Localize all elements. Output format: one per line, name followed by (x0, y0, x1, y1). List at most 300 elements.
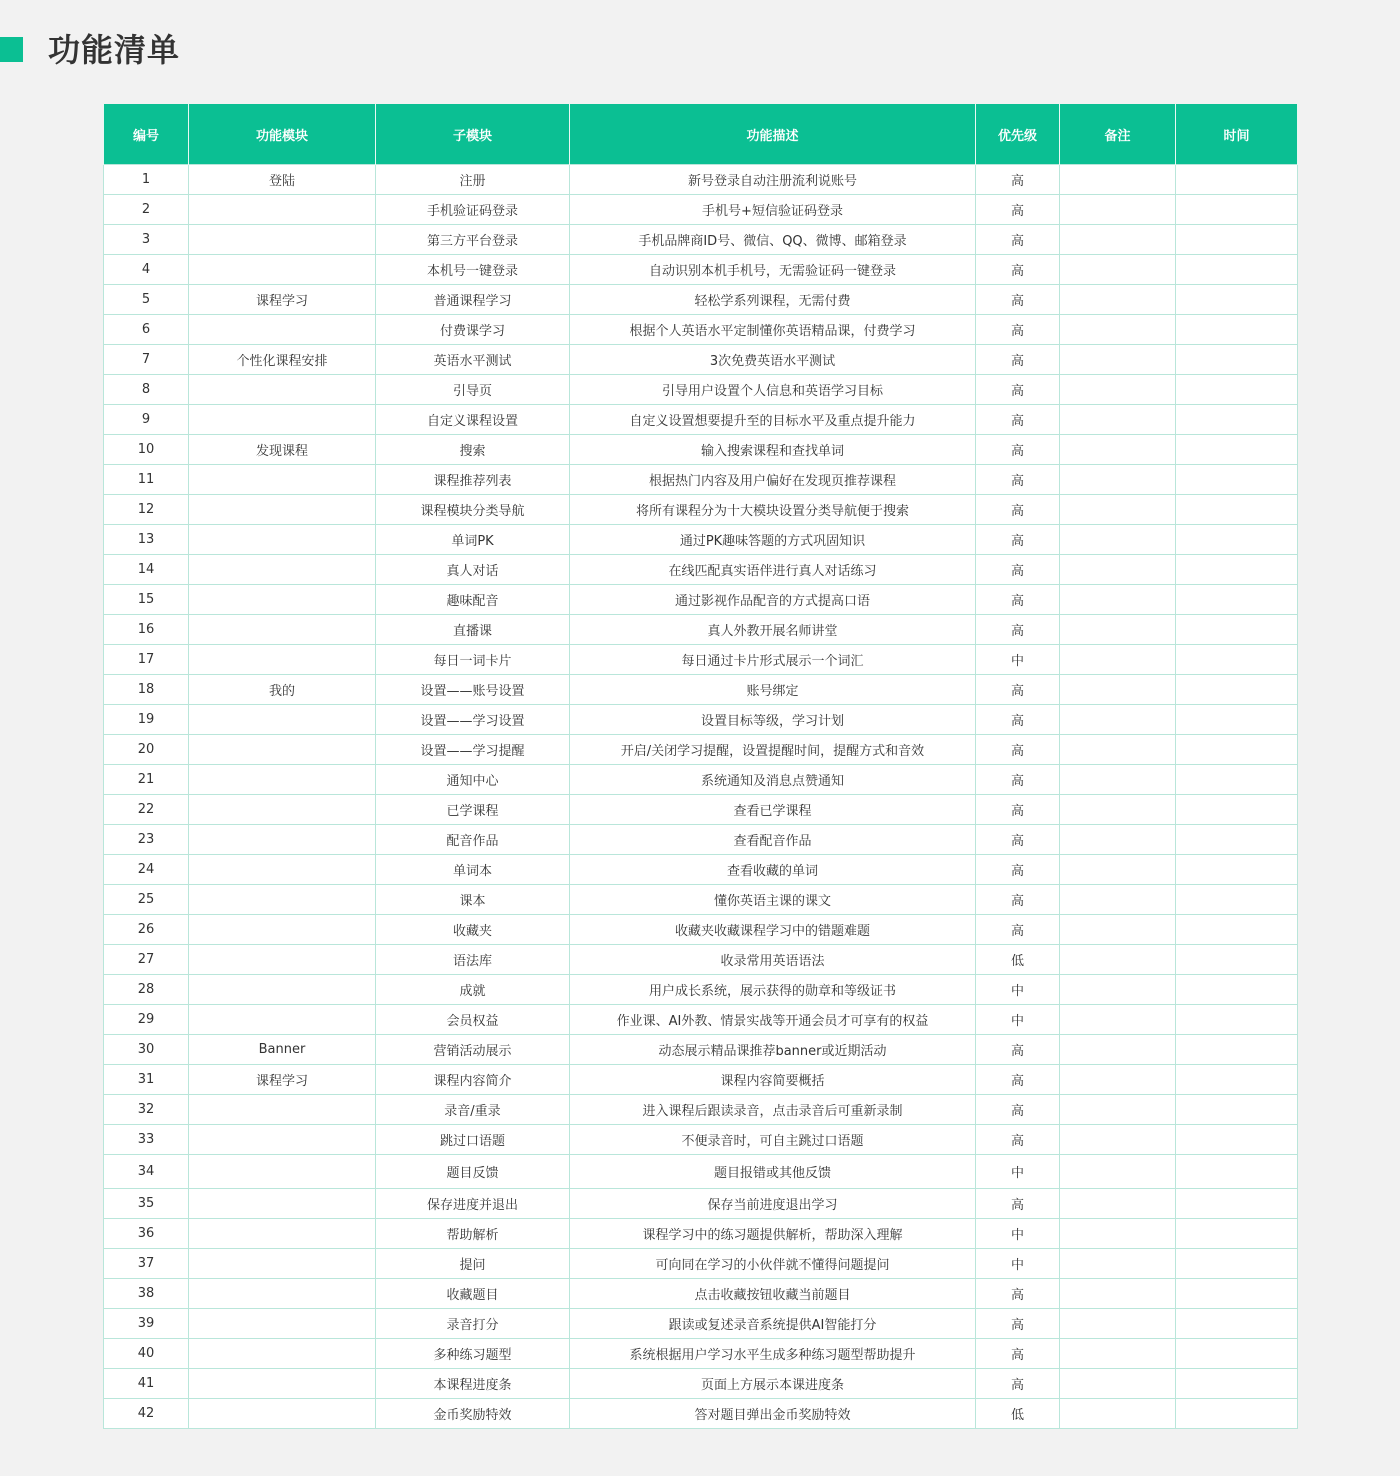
cell-time (1176, 225, 1298, 255)
cell-description: 收录常用英语语法 (570, 945, 976, 975)
table-row (104, 555, 1298, 585)
header-time: 时间 (1176, 104, 1298, 165)
cell-note (1060, 1095, 1176, 1125)
cell-module (189, 825, 376, 855)
cell-submodule: 课本 (376, 885, 570, 915)
cell-id: 12 (104, 495, 189, 525)
cell-time (1176, 765, 1298, 795)
cell-id: 13 (104, 525, 189, 555)
cell-note (1060, 195, 1176, 225)
cell-priority: 高 (976, 735, 1060, 765)
cell-module (189, 1369, 376, 1399)
cell-id: 27 (104, 945, 189, 975)
cell-note (1060, 735, 1176, 765)
cell-description: 真人外教开展名师讲堂 (570, 615, 976, 645)
cell-submodule: 直播课 (376, 615, 570, 645)
cell-description: 用户成长系统，展示获得的勋章和等级证书 (570, 975, 976, 1005)
cell-priority: 高 (976, 1095, 1060, 1125)
cell-time (1176, 885, 1298, 915)
cell-id: 32 (104, 1095, 189, 1125)
cell-module: 我的 (189, 675, 376, 705)
table-row (104, 435, 1298, 465)
cell-module (189, 495, 376, 525)
cell-submodule: 付费课学习 (376, 315, 570, 345)
table-row (104, 285, 1298, 315)
table-row (104, 735, 1298, 765)
cell-priority: 高 (976, 1189, 1060, 1219)
cell-time (1176, 945, 1298, 975)
cell-id: 41 (104, 1369, 189, 1399)
cell-module (189, 885, 376, 915)
cell-description: 手机号+短信验证码登录 (570, 195, 976, 225)
cell-priority: 中 (976, 975, 1060, 1005)
cell-note (1060, 1065, 1176, 1095)
cell-priority: 高 (976, 795, 1060, 825)
cell-note (1060, 1189, 1176, 1219)
page-title: 功能清单 (48, 31, 181, 69)
cell-module (189, 405, 376, 435)
cell-id: 9 (104, 405, 189, 435)
cell-time (1176, 315, 1298, 345)
cell-time (1176, 195, 1298, 225)
cell-time (1176, 1005, 1298, 1035)
header-description: 功能描述 (570, 104, 976, 165)
cell-submodule: 跳过口语题 (376, 1125, 570, 1155)
cell-submodule: 趣味配音 (376, 585, 570, 615)
table-row (104, 705, 1298, 735)
title-accent-bar (0, 37, 23, 62)
cell-id: 23 (104, 825, 189, 855)
cell-submodule: 注册 (376, 165, 570, 195)
cell-submodule: 本机号一键登录 (376, 255, 570, 285)
cell-priority: 中 (976, 1005, 1060, 1035)
cell-module (189, 1399, 376, 1429)
cell-note (1060, 525, 1176, 555)
cell-submodule: 会员权益 (376, 1005, 570, 1035)
table-row (104, 1309, 1298, 1339)
cell-description: 新号登录自动注册流利说账号 (570, 165, 976, 195)
table-row (104, 525, 1298, 555)
cell-priority: 高 (976, 525, 1060, 555)
cell-note (1060, 1279, 1176, 1309)
cell-time (1176, 1035, 1298, 1065)
cell-id: 26 (104, 915, 189, 945)
cell-note (1060, 795, 1176, 825)
table-row (104, 885, 1298, 915)
cell-priority: 高 (976, 765, 1060, 795)
table-row (104, 465, 1298, 495)
cell-note (1060, 405, 1176, 435)
cell-submodule: 英语水平测试 (376, 345, 570, 375)
cell-id: 16 (104, 615, 189, 645)
cell-note (1060, 375, 1176, 405)
table-row (104, 675, 1298, 705)
header-priority: 优先级 (976, 104, 1060, 165)
cell-description: 动态展示精品课推荐banner或近期活动 (570, 1035, 976, 1065)
cell-submodule: 手机验证码登录 (376, 195, 570, 225)
cell-description: 跟读或复述录音系统提供AI智能打分 (570, 1309, 976, 1339)
table-body (104, 165, 1298, 1429)
cell-priority: 高 (976, 195, 1060, 225)
cell-module (189, 1339, 376, 1369)
table-row (104, 165, 1298, 195)
cell-submodule: 引导页 (376, 375, 570, 405)
cell-id: 21 (104, 765, 189, 795)
cell-id: 11 (104, 465, 189, 495)
cell-module (189, 555, 376, 585)
cell-note (1060, 225, 1176, 255)
table-row (104, 795, 1298, 825)
cell-id: 30 (104, 1035, 189, 1065)
cell-submodule: 单词本 (376, 855, 570, 885)
cell-priority: 中 (976, 1249, 1060, 1279)
table-row (104, 1219, 1298, 1249)
cell-time (1176, 1065, 1298, 1095)
header-submodule: 子模块 (376, 104, 570, 165)
cell-id: 22 (104, 795, 189, 825)
cell-priority: 高 (976, 885, 1060, 915)
cell-description: 账号绑定 (570, 675, 976, 705)
cell-time (1176, 1339, 1298, 1369)
cell-description: 答对题目弹出金币奖励特效 (570, 1399, 976, 1429)
cell-priority: 高 (976, 675, 1060, 705)
cell-module (189, 1219, 376, 1249)
cell-description: 系统根据用户学习水平生成多种练习题型帮助提升 (570, 1339, 976, 1369)
cell-note (1060, 255, 1176, 285)
table-row (104, 765, 1298, 795)
cell-note (1060, 465, 1176, 495)
cell-id: 38 (104, 1279, 189, 1309)
cell-note (1060, 615, 1176, 645)
cell-module (189, 1125, 376, 1155)
cell-submodule: 设置——账号设置 (376, 675, 570, 705)
header-note: 备注 (1060, 104, 1176, 165)
cell-module (189, 195, 376, 225)
cell-time (1176, 1155, 1298, 1189)
cell-description: 将所有课程分为十大模块设置分类导航便于搜索 (570, 495, 976, 525)
cell-id: 10 (104, 435, 189, 465)
cell-time (1176, 615, 1298, 645)
cell-time (1176, 1095, 1298, 1125)
table-header-row (104, 104, 1298, 165)
cell-description: 通过影视作品配音的方式提高口语 (570, 585, 976, 615)
cell-id: 35 (104, 1189, 189, 1219)
table-row (104, 1399, 1298, 1429)
cell-priority: 低 (976, 1399, 1060, 1429)
cell-module: 个性化课程安排 (189, 345, 376, 375)
cell-priority: 高 (976, 285, 1060, 315)
cell-priority: 高 (976, 255, 1060, 285)
cell-submodule: 单词PK (376, 525, 570, 555)
cell-note (1060, 945, 1176, 975)
cell-note (1060, 555, 1176, 585)
cell-time (1176, 1369, 1298, 1399)
cell-submodule: 本课程进度条 (376, 1369, 570, 1399)
cell-submodule: 第三方平台登录 (376, 225, 570, 255)
cell-priority: 高 (976, 1065, 1060, 1095)
cell-module (189, 975, 376, 1005)
cell-time (1176, 555, 1298, 585)
table-row (104, 855, 1298, 885)
cell-submodule: 课程推荐列表 (376, 465, 570, 495)
cell-module (189, 1309, 376, 1339)
feature-table (103, 104, 1298, 1429)
table-row (104, 1249, 1298, 1279)
cell-submodule: 课程内容简介 (376, 1065, 570, 1095)
cell-id: 24 (104, 855, 189, 885)
cell-time (1176, 165, 1298, 195)
cell-description: 根据热门内容及用户偏好在发现页推荐课程 (570, 465, 976, 495)
cell-priority: 高 (976, 165, 1060, 195)
cell-note (1060, 495, 1176, 525)
cell-note (1060, 585, 1176, 615)
cell-id: 5 (104, 285, 189, 315)
cell-priority: 高 (976, 615, 1060, 645)
cell-priority: 高 (976, 1279, 1060, 1309)
cell-module: Banner (189, 1035, 376, 1065)
cell-time (1176, 855, 1298, 885)
cell-note (1060, 885, 1176, 915)
cell-submodule: 金币奖励特效 (376, 1399, 570, 1429)
cell-module: 登陆 (189, 165, 376, 195)
cell-time (1176, 675, 1298, 705)
table-row (104, 825, 1298, 855)
cell-priority: 高 (976, 555, 1060, 585)
cell-time (1176, 525, 1298, 555)
cell-submodule: 自定义课程设置 (376, 405, 570, 435)
cell-module (189, 615, 376, 645)
cell-description: 懂你英语主课的课文 (570, 885, 976, 915)
cell-id: 37 (104, 1249, 189, 1279)
cell-priority: 高 (976, 1369, 1060, 1399)
cell-priority: 高 (976, 315, 1060, 345)
cell-time (1176, 435, 1298, 465)
cell-time (1176, 495, 1298, 525)
cell-description: 自动识别本机手机号，无需验证码一键登录 (570, 255, 976, 285)
cell-id: 14 (104, 555, 189, 585)
table-row (104, 195, 1298, 225)
cell-note (1060, 1309, 1176, 1339)
cell-description: 查看已学课程 (570, 795, 976, 825)
cell-id: 18 (104, 675, 189, 705)
cell-module: 课程学习 (189, 1065, 376, 1095)
cell-submodule: 营销活动展示 (376, 1035, 570, 1065)
cell-module (189, 525, 376, 555)
cell-priority: 高 (976, 375, 1060, 405)
cell-note (1060, 675, 1176, 705)
table-row (104, 1155, 1298, 1189)
cell-submodule: 真人对话 (376, 555, 570, 585)
cell-note (1060, 435, 1176, 465)
table-row (104, 585, 1298, 615)
cell-priority: 高 (976, 1125, 1060, 1155)
cell-note (1060, 915, 1176, 945)
table-row (104, 915, 1298, 945)
cell-submodule: 搜索 (376, 435, 570, 465)
cell-description: 输入搜索课程和查找单词 (570, 435, 976, 465)
cell-time (1176, 915, 1298, 945)
cell-id: 17 (104, 645, 189, 675)
cell-id: 2 (104, 195, 189, 225)
cell-note (1060, 315, 1176, 345)
cell-note (1060, 1339, 1176, 1369)
cell-description: 通过PK趣味答题的方式巩固知识 (570, 525, 976, 555)
cell-module (189, 1249, 376, 1279)
cell-id: 19 (104, 705, 189, 735)
cell-priority: 高 (976, 855, 1060, 885)
cell-module (189, 1005, 376, 1035)
cell-id: 15 (104, 585, 189, 615)
cell-time (1176, 405, 1298, 435)
cell-description: 课程内容简要概括 (570, 1065, 976, 1095)
cell-module (189, 1279, 376, 1309)
cell-description: 根据个人英语水平定制懂你英语精品课，付费学习 (570, 315, 976, 345)
cell-description: 收藏夹收藏课程学习中的错题难题 (570, 915, 976, 945)
cell-id: 28 (104, 975, 189, 1005)
cell-description: 每日通过卡片形式展示一个词汇 (570, 645, 976, 675)
cell-description: 3次免费英语水平测试 (570, 345, 976, 375)
cell-module (189, 945, 376, 975)
cell-id: 31 (104, 1065, 189, 1095)
cell-time (1176, 1125, 1298, 1155)
cell-submodule: 录音打分 (376, 1309, 570, 1339)
table-row (104, 615, 1298, 645)
cell-description: 保存当前进度退出学习 (570, 1189, 976, 1219)
cell-time (1176, 645, 1298, 675)
cell-id: 20 (104, 735, 189, 765)
cell-submodule: 录音/重录 (376, 1095, 570, 1125)
cell-priority: 高 (976, 1339, 1060, 1369)
cell-description: 设置目标等级，学习计划 (570, 705, 976, 735)
cell-note (1060, 765, 1176, 795)
cell-priority: 高 (976, 465, 1060, 495)
cell-priority: 高 (976, 435, 1060, 465)
cell-module (189, 795, 376, 825)
cell-module (189, 645, 376, 675)
cell-note (1060, 1399, 1176, 1429)
cell-time (1176, 255, 1298, 285)
header-id: 编号 (104, 104, 189, 165)
cell-submodule: 收藏夹 (376, 915, 570, 945)
cell-note (1060, 855, 1176, 885)
table-row (104, 225, 1298, 255)
table-row (104, 1125, 1298, 1155)
table-row (104, 1065, 1298, 1095)
cell-module (189, 375, 376, 405)
cell-note (1060, 1005, 1176, 1035)
cell-id: 36 (104, 1219, 189, 1249)
cell-submodule: 题目反馈 (376, 1155, 570, 1189)
cell-description: 查看收藏的单词 (570, 855, 976, 885)
cell-description: 题目报错或其他反馈 (570, 1155, 976, 1189)
table-row (104, 975, 1298, 1005)
cell-submodule: 成就 (376, 975, 570, 1005)
table-row (104, 1095, 1298, 1125)
cell-note (1060, 1369, 1176, 1399)
cell-submodule: 课程模块分类导航 (376, 495, 570, 525)
cell-time (1176, 285, 1298, 315)
table-row (104, 375, 1298, 405)
cell-id: 3 (104, 225, 189, 255)
cell-priority: 高 (976, 1309, 1060, 1339)
cell-module (189, 915, 376, 945)
cell-id: 34 (104, 1155, 189, 1189)
cell-note (1060, 645, 1176, 675)
cell-note (1060, 1125, 1176, 1155)
table-row (104, 645, 1298, 675)
cell-description: 引导用户设置个人信息和英语学习目标 (570, 375, 976, 405)
cell-time (1176, 1219, 1298, 1249)
cell-submodule: 设置——学习提醒 (376, 735, 570, 765)
cell-note (1060, 1219, 1176, 1249)
cell-submodule: 语法库 (376, 945, 570, 975)
cell-priority: 高 (976, 225, 1060, 255)
cell-submodule: 通知中心 (376, 765, 570, 795)
cell-id: 6 (104, 315, 189, 345)
cell-module (189, 225, 376, 255)
cell-priority: 高 (976, 825, 1060, 855)
cell-module (189, 1189, 376, 1219)
cell-note (1060, 975, 1176, 1005)
cell-id: 40 (104, 1339, 189, 1369)
cell-time (1176, 1309, 1298, 1339)
cell-module (189, 855, 376, 885)
cell-time (1176, 1249, 1298, 1279)
cell-note (1060, 1249, 1176, 1279)
cell-module (189, 1155, 376, 1189)
cell-description: 在线匹配真实语伴进行真人对话练习 (570, 555, 976, 585)
cell-description: 页面上方展示本课进度条 (570, 1369, 976, 1399)
cell-description: 自定义设置想要提升至的目标水平及重点提升能力 (570, 405, 976, 435)
cell-description: 系统通知及消息点赞通知 (570, 765, 976, 795)
cell-submodule: 收藏题目 (376, 1279, 570, 1309)
table-row (104, 495, 1298, 525)
cell-priority: 高 (976, 495, 1060, 525)
cell-module: 发现课程 (189, 435, 376, 465)
cell-time (1176, 825, 1298, 855)
cell-note (1060, 825, 1176, 855)
cell-submodule: 设置——学习设置 (376, 705, 570, 735)
cell-module (189, 1095, 376, 1125)
cell-priority: 高 (976, 705, 1060, 735)
header-module: 功能模块 (189, 104, 376, 165)
cell-time (1176, 345, 1298, 375)
cell-note (1060, 1155, 1176, 1189)
cell-time (1176, 735, 1298, 765)
cell-submodule: 帮助解析 (376, 1219, 570, 1249)
cell-id: 39 (104, 1309, 189, 1339)
cell-note (1060, 345, 1176, 375)
cell-module (189, 705, 376, 735)
cell-note (1060, 165, 1176, 195)
cell-submodule: 提问 (376, 1249, 570, 1279)
table-row (104, 255, 1298, 285)
cell-id: 1 (104, 165, 189, 195)
cell-priority: 中 (976, 1219, 1060, 1249)
cell-note (1060, 285, 1176, 315)
cell-submodule: 保存进度并退出 (376, 1189, 570, 1219)
cell-description: 开启/关闭学习提醒，设置提醒时间，提醒方式和音效 (570, 735, 976, 765)
cell-id: 42 (104, 1399, 189, 1429)
cell-time (1176, 795, 1298, 825)
table-row (104, 345, 1298, 375)
cell-id: 29 (104, 1005, 189, 1035)
cell-time (1176, 1189, 1298, 1219)
cell-time (1176, 1399, 1298, 1429)
table-row (104, 1279, 1298, 1309)
cell-module (189, 585, 376, 615)
cell-module (189, 765, 376, 795)
